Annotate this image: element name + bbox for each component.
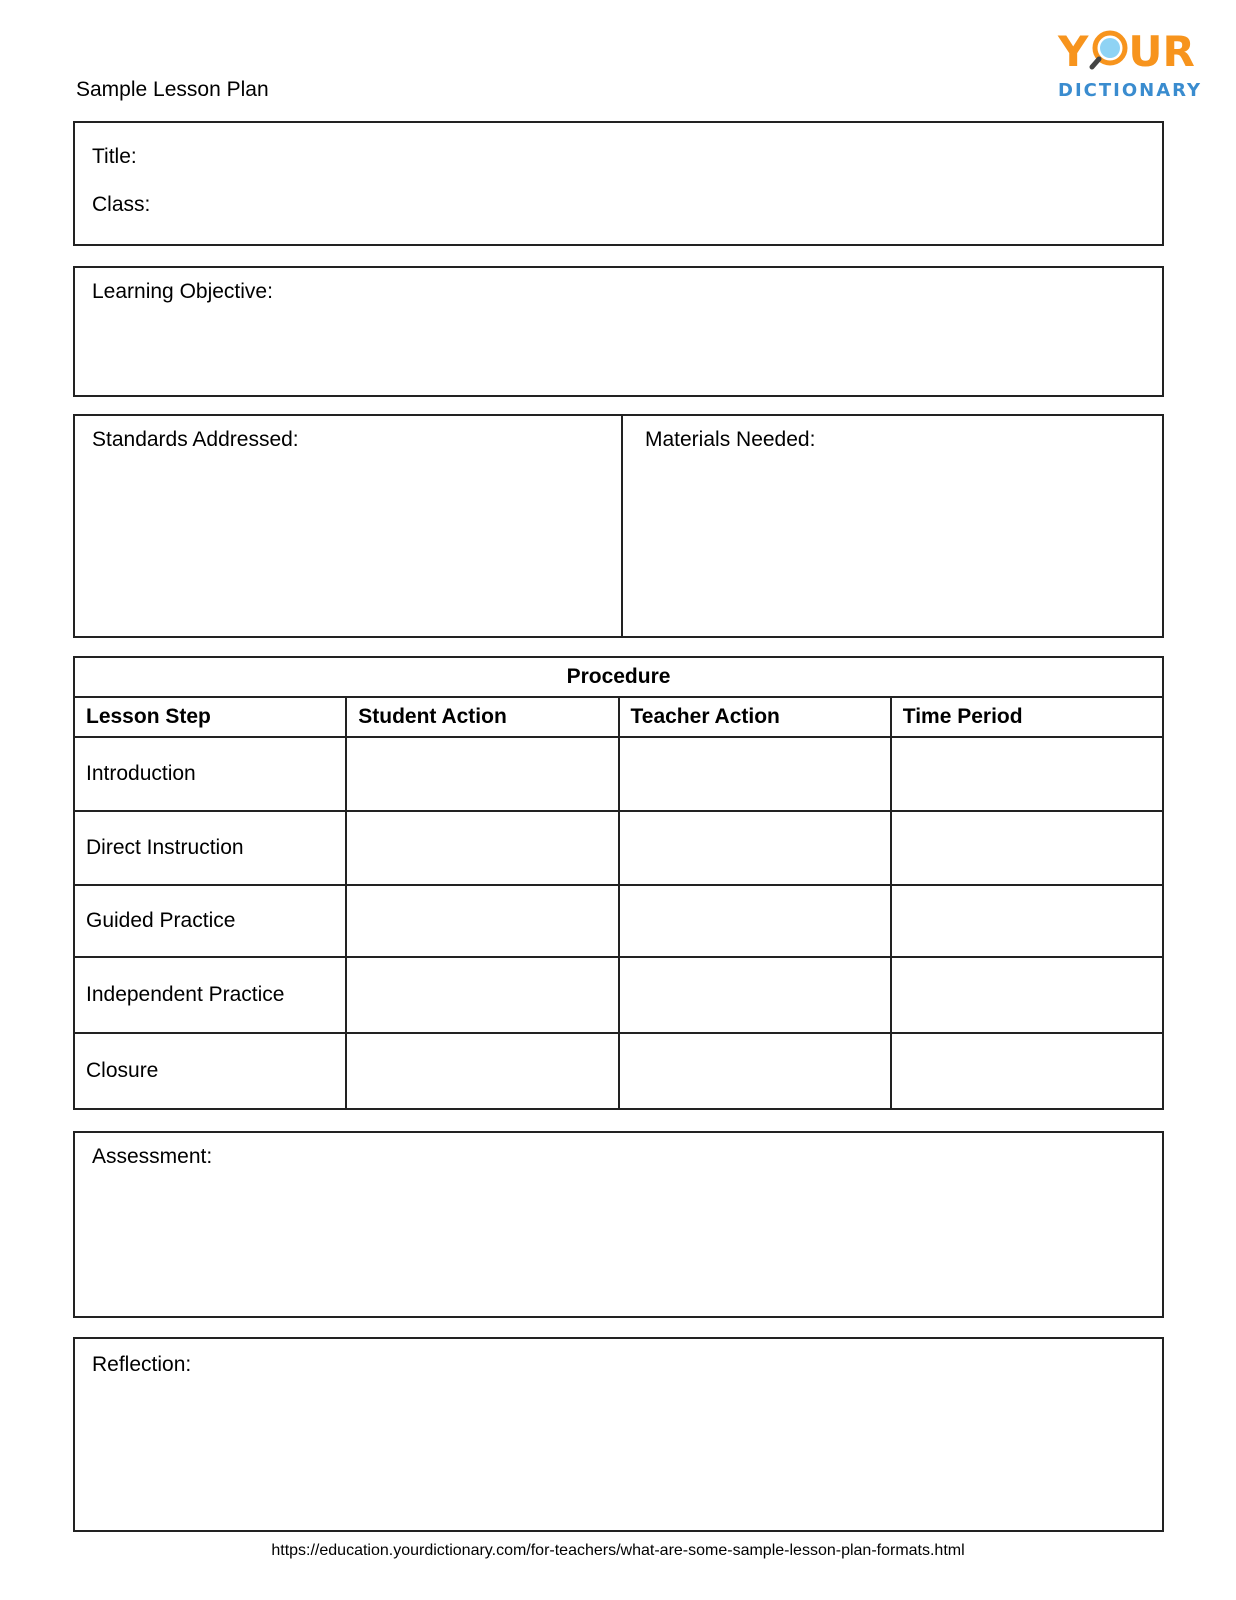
title-label: Title: [92,145,137,168]
table-row [74,737,1163,811]
lesson-step-cell: Direct Instruction [74,811,346,885]
header-box [73,121,1164,246]
student-action-cell[interactable] [346,811,618,885]
teacher-action-cell[interactable] [619,957,891,1033]
column-header-lesson-step: Lesson Step [74,697,346,737]
yourdictionary-logo [1058,27,1208,106]
reflection-label: Reflection: [92,1353,192,1376]
student-action-cell[interactable] [346,737,618,811]
lesson-step-cell: Closure [74,1033,346,1109]
magnifier-icon [1088,30,1128,68]
student-action-cell[interactable] [346,885,618,957]
assessment-label: Assessment: [92,1145,213,1168]
student-action-cell[interactable] [346,1033,618,1109]
materials-needed-label: Materials Needed: [645,428,816,451]
column-header-student-action: Student Action [346,697,618,737]
class-label: Class: [92,193,151,216]
student-action-cell[interactable] [346,957,618,1033]
source-url: https://education.yourdictionary.com/for-teachers/what-are-some-sample-lesson-plan-formats.html [271,1542,965,1559]
standards-materials-box [73,414,1164,638]
table-row [74,957,1163,1033]
teacher-action-cell[interactable] [619,1033,891,1109]
procedure-title-row [74,657,1163,697]
procedure-table [73,656,1164,1110]
column-header-teacher-action: Teacher Action [619,697,891,737]
lesson-step-cell: Introduction [74,737,346,811]
standards-addressed-label: Standards Addressed: [92,428,299,451]
time-period-cell[interactable] [891,957,1163,1033]
procedure-title: Procedure [74,657,1163,697]
logo-wordmark-bottom: DICTIONARY [1058,80,1203,101]
table-row [74,811,1163,885]
lesson-step-cell: Guided Practice [74,885,346,957]
teacher-action-cell[interactable] [619,737,891,811]
document-title: Sample Lesson Plan [76,78,269,101]
learning-objective-box [73,266,1164,397]
column-header-time-period: Time Period [891,697,1163,737]
logo-wordmark-top [1058,27,1195,76]
teacher-action-cell[interactable] [619,885,891,957]
learning-objective-label: Learning Objective: [92,280,273,303]
table-row [74,885,1163,957]
lesson-step-cell: Independent Practice [74,957,346,1033]
time-period-cell[interactable] [891,737,1163,811]
logo-letter-y: Y [1058,27,1089,76]
time-period-cell[interactable] [891,1033,1163,1109]
logo-letters-ur: UR [1128,27,1195,76]
procedure-header-row [74,697,1163,737]
time-period-cell[interactable] [891,885,1163,957]
reflection-box [73,1337,1164,1532]
table-row [74,1033,1163,1109]
time-period-cell[interactable] [891,811,1163,885]
assessment-box [73,1131,1164,1318]
teacher-action-cell[interactable] [619,811,891,885]
column-divider [621,416,623,636]
